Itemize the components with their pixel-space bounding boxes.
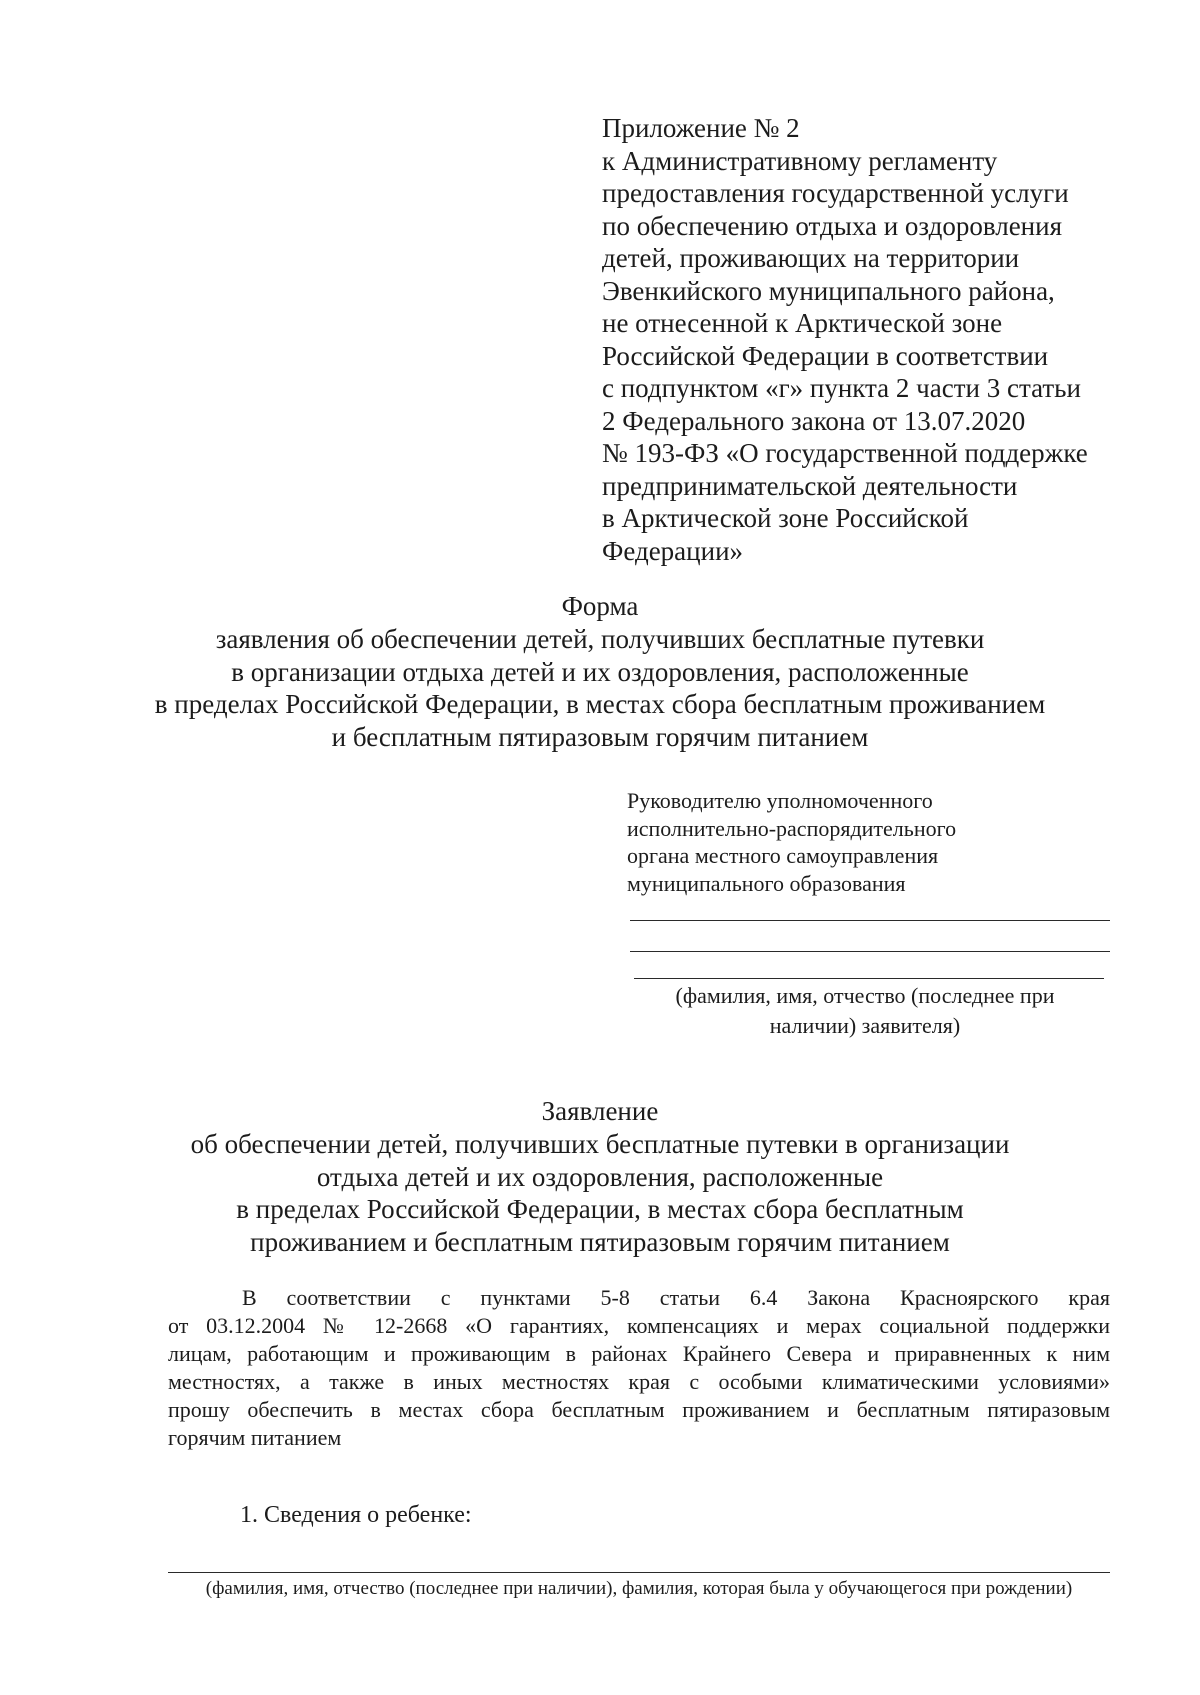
form-subtitle-line: в пределах Российской Федерации, в местах сбора бесплатным проживанием <box>154 689 1046 719</box>
appendix-line: Российской Федерации в соответствии <box>602 340 1049 371</box>
statement-subtitle-line: в пределах Российской Федерации, в местах сбора бесплатным <box>236 1194 964 1224</box>
child-name-fill-line[interactable] <box>168 1572 1110 1573</box>
body-line: местностях, а также в иных местностях края с особыми климатическими условиями» <box>168 1369 1110 1394</box>
body-line: В соответствии с пунктами 5-8 статьи 6.4 Закона Красноярского края <box>242 1285 1110 1310</box>
appendix-line: № 193-ФЗ «О государственной поддержке <box>602 438 1088 468</box>
statement-subtitle-line: отдыха детей и их оздоровления, расположенные <box>316 1161 884 1192</box>
body-line: прошу обеспечить в местах сбора бесплатным проживанием и бесплатным пятиразовым <box>168 1397 1110 1422</box>
applicant-name-fill-line[interactable] <box>634 978 1104 979</box>
child-info-heading: 1. Сведения о ребенке: <box>240 1502 472 1528</box>
child-name-caption: (фамилия, имя, отчество (последнее при наличии), фамилия, которая была у обучающегося при рождении) <box>205 1578 1073 1599</box>
statement-subtitle-line: об обеспечении детей, получивших бесплатные путевки в организации <box>190 1129 1010 1159</box>
statement-title: Заявление <box>541 1096 659 1126</box>
statement-subtitle <box>0 1128 1200 1258</box>
applicant-name-caption <box>620 981 1110 1041</box>
form-subtitle-line: и бесплатным пятиразовым горячим питанием <box>331 721 869 752</box>
appendix-line: не отнесенной к Арктической зоне <box>602 308 1003 338</box>
appendix-line: 2 Федерального закона от 13.07.2020 <box>602 405 1026 436</box>
body-line: лицам, работающим и проживающим в районах Крайнего Севера и приравненных к ним <box>168 1341 1110 1366</box>
body-line: горячим питанием <box>168 1425 342 1450</box>
appendix-line: Федерации» <box>602 535 744 566</box>
appendix-line: по обеспечению отдыха и оздоровления <box>602 210 1062 241</box>
form-title: Форма <box>561 591 639 621</box>
appendix-line: к Административному регламенту <box>602 145 998 176</box>
appendix-line: предпринимательской деятельности <box>602 470 1018 501</box>
form-subtitle <box>0 623 1200 753</box>
addressee-fill-line-2[interactable] <box>630 951 1110 952</box>
addressee-line: Руководителю уполномоченного <box>627 788 933 813</box>
statement-subtitle-line: проживанием и бесплатным пятиразовым горячим питанием <box>250 1226 950 1257</box>
caption-line: наличии) заявителя) <box>769 1013 961 1038</box>
appendix-line: Приложение № 2 <box>602 113 800 143</box>
addressee-line: органа местного самоуправления <box>627 843 939 868</box>
addressee-block <box>627 787 1127 897</box>
appendix-line: с подпунктом «г» пункта 2 части 3 статьи <box>602 373 1081 403</box>
form-subtitle-line: в организации отдыха детей и их оздоровления, расположенные <box>231 656 969 687</box>
statement-body <box>168 1284 1110 1452</box>
form-subtitle-line: заявления об обеспечении детей, получивших бесплатные путевки <box>215 624 985 654</box>
body-line: от 03.12.2004 № 12-2668 «О гарантиях, компенсациях и мерах социальной поддержки <box>168 1313 1110 1338</box>
addressee-line: муниципального образования <box>627 870 906 896</box>
appendix-line: предоставления государственной услуги <box>602 178 1069 208</box>
appendix-line: в Арктической зоне Российской <box>602 503 969 533</box>
addressee-line: исполнительно-распорядительного <box>627 815 957 841</box>
appendix-header <box>602 112 1122 567</box>
appendix-line: Эвенкийского муниципального района, <box>602 275 1055 306</box>
appendix-line: детей, проживающих на территории <box>602 243 1020 273</box>
addressee-fill-line-1[interactable] <box>630 920 1110 921</box>
caption-line: (фамилия, имя, отчество (последнее при <box>675 983 1055 1008</box>
